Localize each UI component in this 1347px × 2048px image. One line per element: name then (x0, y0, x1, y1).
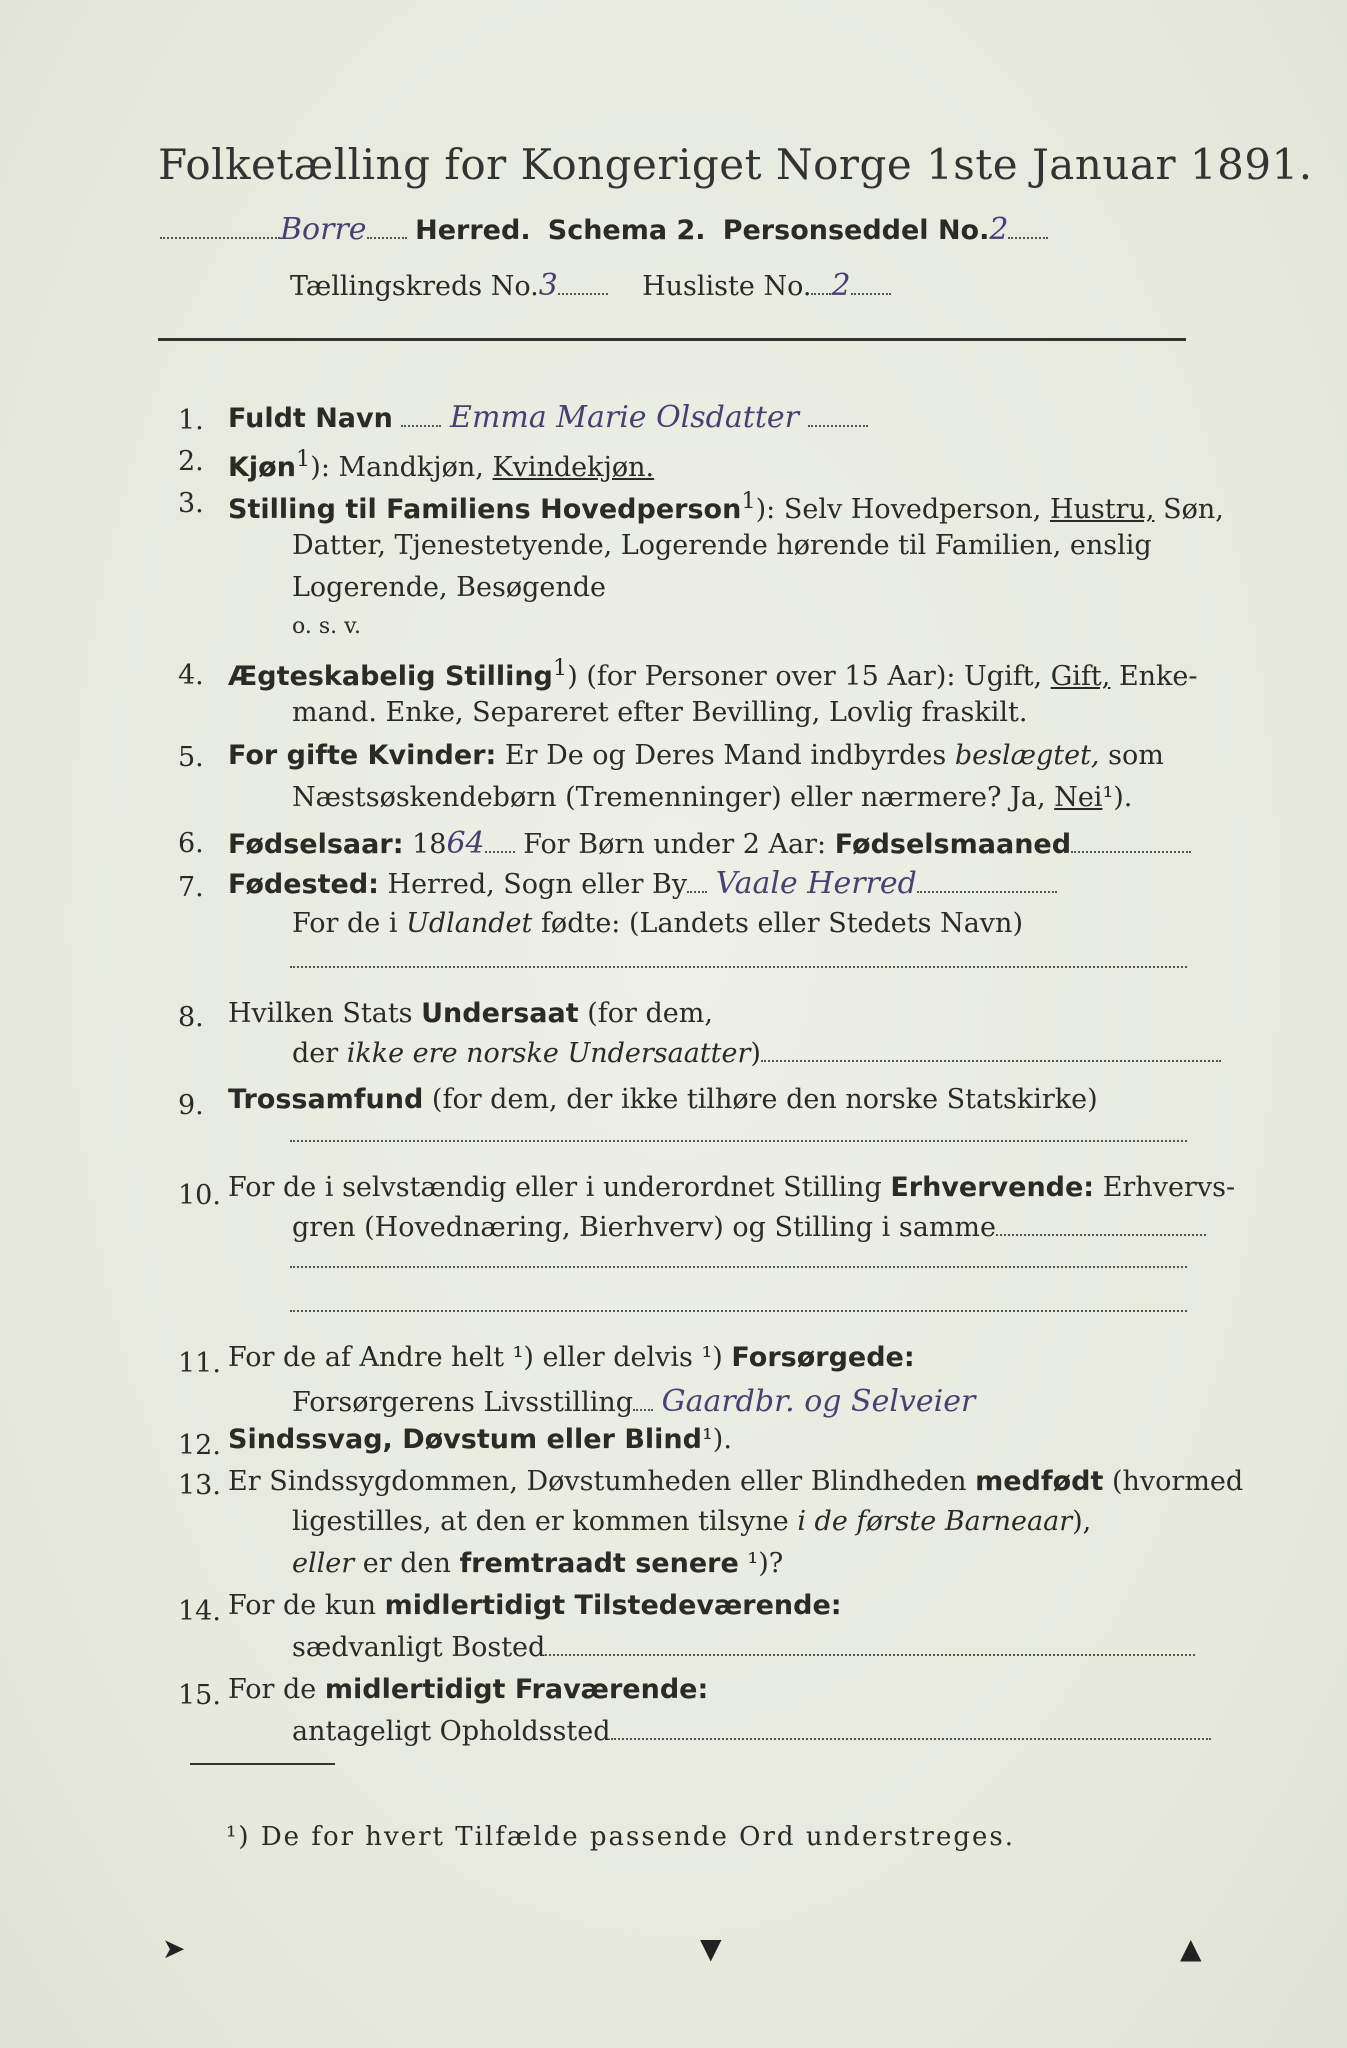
item-3-line3: Logerende, Besøgende (292, 572, 606, 603)
form-title: Folketælling for Kongeriget Norge 1ste Januar 1891. (158, 140, 1313, 189)
item-2-sup: 1 (295, 446, 311, 472)
personseddel-value: 2 (989, 212, 1009, 247)
item-8-label: Undersaat (421, 998, 579, 1029)
item-13-line3-bold: fremtraadt senere (459, 1548, 739, 1579)
item-7 (228, 866, 1189, 901)
registration-mark-center-icon: ▼ (700, 1932, 722, 1965)
item-10-label: Erhvervende: (890, 1172, 1095, 1203)
item-5-text: Er De og Deres Mand indbyrdes (496, 740, 955, 771)
item-8-line2 (292, 1038, 1189, 1069)
item-13-line2-italic: i de første Barneaar (797, 1506, 1073, 1537)
kreds-label: Tællingskreds No. (290, 271, 539, 302)
item-14-label: midlertidigt Tilstedeværende: (384, 1590, 842, 1621)
item-3-selected: Hustru, (1049, 494, 1155, 525)
item-3-text: ): Selv Hovedperson, (755, 494, 1050, 525)
item-13-line3-italic: eller (292, 1548, 355, 1579)
item-14 (228, 1590, 1189, 1621)
item-8 (228, 998, 1189, 1029)
item-2-selected: Kvindekjøn. (492, 452, 655, 483)
item-6-label: Fødselsaar: (228, 829, 404, 860)
item-3-text-end: Søn, (1154, 494, 1224, 525)
item-10-text: For de i selvstændig eller i underordnet Stilling (228, 1172, 891, 1203)
item-7-label: Fødested: (228, 869, 379, 900)
item-5-line2-end: ¹). (1102, 782, 1133, 813)
item-15 (228, 1674, 1189, 1705)
item-8-line2-text: der (292, 1038, 347, 1069)
item-1-value: Emma Marie Olsdatter (450, 400, 799, 435)
item-8-text: Hvilken Stats (228, 998, 422, 1029)
item-13-line2 (292, 1506, 1189, 1537)
item-6-text: For Børn under 2 Aar: (514, 829, 835, 860)
item-13-label: medfødt (975, 1466, 1104, 1497)
item-6-number: 6. (178, 828, 204, 859)
item-8-number: 8. (178, 1002, 204, 1033)
item-5-label: For gifte Kvinder: (228, 740, 497, 771)
item-13-number: 13. (178, 1470, 221, 1501)
item-2 (228, 446, 1189, 483)
registration-mark-left-icon: ➤ (162, 1932, 186, 1965)
item-12-text: ¹). (701, 1424, 732, 1455)
kreds-line (290, 268, 1187, 303)
item-12-number: 12. (178, 1430, 221, 1461)
item-3-label: Stilling til Familiens Hovedperson (228, 494, 742, 525)
item-5-italic: beslægtet, (954, 740, 1100, 771)
item-8-text-end: (for dem, (578, 998, 713, 1029)
registration-mark-right-icon: ▲ (1180, 1932, 1202, 1965)
item-10-fill-line-2 (290, 1310, 1187, 1312)
item-5 (228, 740, 1189, 771)
personseddel-label: Personseddel No. (722, 215, 990, 246)
item-6-year-prefix: 18 (403, 829, 447, 860)
item-5-number: 5. (178, 742, 204, 773)
item-4-label: Ægteskabelig Stilling (228, 661, 553, 692)
item-13 (228, 1466, 1244, 1497)
item-13-text: Er Sindssygdommen, Døvstumheden eller Blindheden (228, 1466, 976, 1497)
item-4 (228, 655, 1198, 692)
item-3-line2: Datter, Tjenestetyende, Logerende hørende til Familien, enslig (292, 530, 1152, 561)
husliste-value: 2 (831, 268, 851, 303)
item-4-sup: 1 (552, 655, 568, 681)
item-14-line2-text: sædvanligt Bosted (292, 1632, 546, 1663)
item-2-label: Kjøn (228, 452, 296, 483)
item-13-line2-end: ), (1072, 1506, 1092, 1537)
item-11-value: Gaardbr. og Selveier (661, 1384, 976, 1419)
item-9-number: 9. (178, 1090, 204, 1121)
item-1-number: 1. (178, 405, 204, 436)
item-13-line3 (292, 1548, 1189, 1579)
footnote: ¹) De for hvert Tilfælde passende Ord understreges. (226, 1822, 1016, 1852)
item-11-label: Forsørgede: (731, 1342, 915, 1373)
item-13-line3-end: ¹)? (738, 1548, 784, 1579)
item-10-fill-line-1 (290, 1266, 1187, 1268)
herred-value: Borre (280, 212, 367, 247)
item-15-line2-text: antageligt Opholdssted (292, 1716, 611, 1747)
item-6-bold: Fødselsmaaned (834, 829, 1072, 860)
item-11-number: 11. (178, 1348, 221, 1379)
item-4-selected: Gift, (1050, 661, 1111, 692)
husliste-label: Husliste No. (642, 271, 812, 302)
item-1-label: Fuldt Navn (228, 403, 393, 434)
herred-label: Herred. (415, 215, 531, 246)
item-13-text-end: (hvormed (1103, 1466, 1244, 1497)
herred-line (160, 212, 1187, 247)
item-3-number: 3. (178, 488, 204, 519)
item-4-text-end: Enke- (1110, 661, 1198, 692)
item-10-line2 (292, 1212, 1189, 1243)
item-3-line4: o. s. v. (292, 614, 361, 639)
item-3 (228, 488, 1224, 525)
item-11-line2 (292, 1384, 1189, 1419)
item-11-line2-text: Forsørgerens Livsstilling (292, 1387, 634, 1418)
item-8-line2-end: ) (750, 1038, 761, 1069)
item-9-text: (for dem, der ikke tilhøre den norske Statskirke) (423, 1084, 1098, 1115)
item-7-line2-end: fødte: (Landets eller Stedets Navn) (532, 908, 1023, 939)
item-9 (228, 1084, 1189, 1115)
item-14-line2 (292, 1632, 1189, 1663)
item-6 (228, 826, 1189, 861)
item-15-text: For de (228, 1674, 325, 1705)
item-5-selected: Nei (1054, 782, 1103, 813)
item-7-value: Vaale Herred (715, 866, 917, 901)
kreds-value: 3 (538, 268, 558, 303)
item-12-label: Sindssvag, Døvstum eller Blind (228, 1424, 702, 1455)
item-4-line2: mand. Enke, Separeret efter Bevilling, Lovlig fraskilt. (292, 697, 1028, 728)
item-6-year-value: 64 (446, 826, 485, 861)
item-9-fill-line (290, 1140, 1187, 1142)
item-7-line2 (292, 908, 1189, 939)
item-10-number: 10. (178, 1180, 221, 1211)
item-5-text-end: som (1099, 740, 1164, 771)
item-14-number: 14. (178, 1596, 221, 1627)
item-10-text-end: Erhvervs- (1094, 1172, 1236, 1203)
item-15-label: midlertidigt Fraværende: (324, 1674, 709, 1705)
item-15-number: 15. (178, 1680, 221, 1711)
item-11 (228, 1342, 1189, 1373)
item-4-text: ) (for Personer over 15 Aar): Ugift, (567, 661, 1051, 692)
item-10 (228, 1172, 1236, 1203)
item-2-text: ): Mandkjøn, (310, 452, 493, 483)
item-12 (228, 1424, 1189, 1455)
item-13-line2-text: ligestilles, at den er kommen tilsyne (292, 1506, 798, 1537)
header-rule (158, 338, 1186, 341)
item-7-number: 7. (178, 872, 204, 903)
item-11-text: For de af Andre helt ¹) eller delvis ¹) (228, 1342, 732, 1373)
item-5-line2-text: Næstsøskendebørn (Tremenninger) eller nærmere? Ja, (292, 782, 1055, 813)
item-2-number: 2. (178, 446, 204, 477)
footnote-rule (190, 1763, 335, 1765)
item-15-line2 (292, 1716, 1189, 1747)
item-7-fill-line (290, 966, 1187, 968)
item-9-label: Trossamfund (228, 1084, 424, 1115)
item-13-line3-text: er den (354, 1548, 460, 1579)
item-8-line2-italic: ikke ere norske Undersaatter (346, 1038, 751, 1069)
item-7-text: Herred, Sogn eller By (378, 869, 688, 900)
item-10-line2-text: gren (Hovednæring, Bierhverv) og Stilling i samme (292, 1212, 997, 1243)
item-14-text: For de kun (228, 1590, 385, 1621)
item-7-line2-italic: Udlandet (406, 908, 533, 939)
item-3-sup: 1 (741, 488, 756, 514)
item-1 (228, 400, 1189, 435)
item-5-line2 (292, 782, 1189, 813)
schema-label: Schema 2. (547, 215, 706, 246)
item-7-line2-text: For de i (292, 908, 407, 939)
item-4-number: 4. (178, 660, 204, 691)
